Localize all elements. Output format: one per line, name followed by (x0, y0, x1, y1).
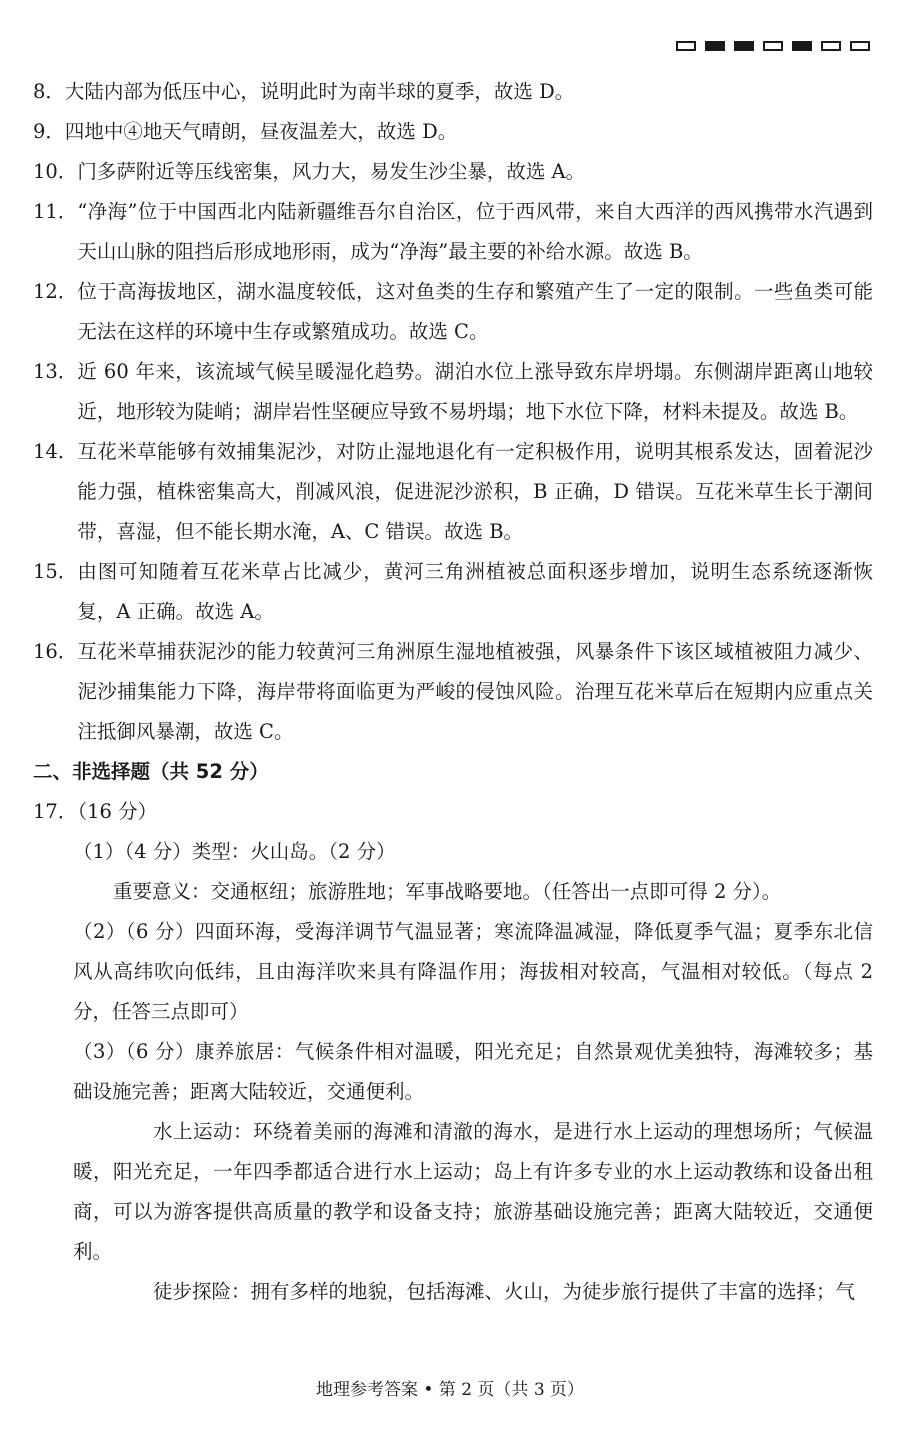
answer-number: 10． (33, 160, 78, 183)
answer-content (33, 72, 873, 1312)
q17-part3: （3）（6 分）康养旅居：气候条件相对温暖，阳光充足；自然景观优美独特，海滩较多；基础设施完善；距离大陆较近，交通便利。 (73, 1040, 873, 1103)
header-box-empty (821, 41, 841, 51)
q17-part1: （1）（4 分）类型：火山岛。（2 分） (73, 840, 396, 863)
answer-item (33, 192, 873, 272)
header-box-filled (705, 41, 725, 51)
answer-item (33, 152, 873, 192)
page-footer: 地理参考答案 • 第 2 页（共 3 页） (315, 1380, 585, 1400)
answer-number: 11． (33, 200, 78, 223)
answer-item (33, 352, 873, 432)
header-box-empty (763, 41, 783, 51)
answer-text: 四地中④地天气晴朗，昼夜温差大，故选 D。 (64, 120, 458, 143)
q17-part2: （2）（6 分）四面环海，受海洋调节气温显著；寒流降温减湿，降低夏季气温；夏季东北信风从高纬吹向低纬，且由海洋吹来具有降温作用；海拔相对较高，气温相对较低。（每点 2 分，任答三点即可） (73, 920, 873, 1023)
section-heading: 二、非选择题（共 52 分） (33, 760, 269, 783)
q17-part3-hiking: 徒步探险：拥有多样的地貌，包括海滩、火山，为徒步旅行提供了丰富的选择；气 (153, 1280, 856, 1303)
answer-text: 互花米草能够有效捕集泥沙，对防止湿地退化有一定积极作用，说明其根系发达，固着泥沙能力强，植株密集高大，削减风浪，促进泥沙淤积，B 正确，D 错误。互花米草生长于潮间带，喜湿，但不能长期水淹，A、C 错误。故选 B。 (77, 440, 873, 543)
answer-text: 位于高海拔地区，湖水温度较低，这对鱼类的生存和繁殖产生了一定的限制。一些鱼类可能无法在这样的环境中生存或繁殖成功。故选 C。 (77, 280, 873, 343)
answer-item (33, 432, 873, 552)
answer-number: 14． (33, 440, 78, 463)
answer-text: 门多萨附近等压线密集，风力大，易发生沙尘暴，故选 A。 (77, 160, 586, 183)
answer-item (33, 272, 873, 352)
choice-answers (33, 72, 873, 752)
q17-part1-significance: 重要意义：交通枢纽；旅游胜地；军事战略要地。（任答出一点即可得 2 分）。 (113, 880, 782, 903)
answer-number: 8． (33, 80, 65, 103)
answer-item (33, 112, 873, 152)
answer-item (33, 552, 873, 632)
answer-text: 由图可知随着互花米草占比减少，黄河三角洲植被总面积逐步增加，说明生态系统逐渐恢复，A 正确。故选 A。 (77, 560, 873, 623)
answer-number: 12． (33, 280, 78, 303)
header-box-empty (676, 41, 696, 51)
answer-text: “净海”位于中国西北内陆新疆维吾尔自治区，位于西风带，来自大西洋的西风携带水汽遇到天山山脉的阻挡后形成地形雨，成为“净海”最主要的补给水源。故选 B。 (77, 200, 873, 263)
answer-number: 13． (33, 360, 78, 383)
header-box-filled (792, 41, 812, 51)
answer-number: 9． (33, 120, 65, 143)
answer-number: 16． (33, 640, 78, 663)
answer-text: 互花米草捕获泥沙的能力较黄河三角洲原生湿地植被强，风暴条件下该区域植被阻力减少、泥沙捕集能力下降，海岸带将面临更为严峻的侵蚀风险。治理互花米草后在短期内应重点关注抵御风暴潮，故选 C。 (77, 640, 873, 743)
question-17-title: 17．（16 分） (33, 800, 158, 823)
header-box-filled (734, 41, 754, 51)
answer-number: 15． (33, 560, 78, 583)
answer-text: 近 60 年来，该流域气候呈暖湿化趋势。湖泊水位上涨导致东岸坍塌。东侧湖岸距离山地较近，地形较为陡峭；湖岸岩性坚硬应导致不易坍塌；地下水位下降，材料未提及。故选 B。 (77, 360, 873, 423)
answer-item (33, 632, 873, 752)
header-boxes (676, 41, 870, 51)
header-box-empty (850, 41, 870, 51)
q17-part3-water-sports: 水上运动：环绕着美丽的海滩和清澈的海水，是进行水上运动的理想场所；气候温暖，阳光充足，一年四季都适合进行水上运动；岛上有许多专业的水上运动教练和设备出租商，可以为游客提供高质量的教学和设备支持；旅游基础设施完善；距离大陆较近，交通便利。 (73, 1120, 873, 1263)
answer-item (33, 72, 873, 112)
answer-text: 大陆内部为低压中心，说明此时为南半球的夏季，故选 D。 (64, 80, 575, 103)
